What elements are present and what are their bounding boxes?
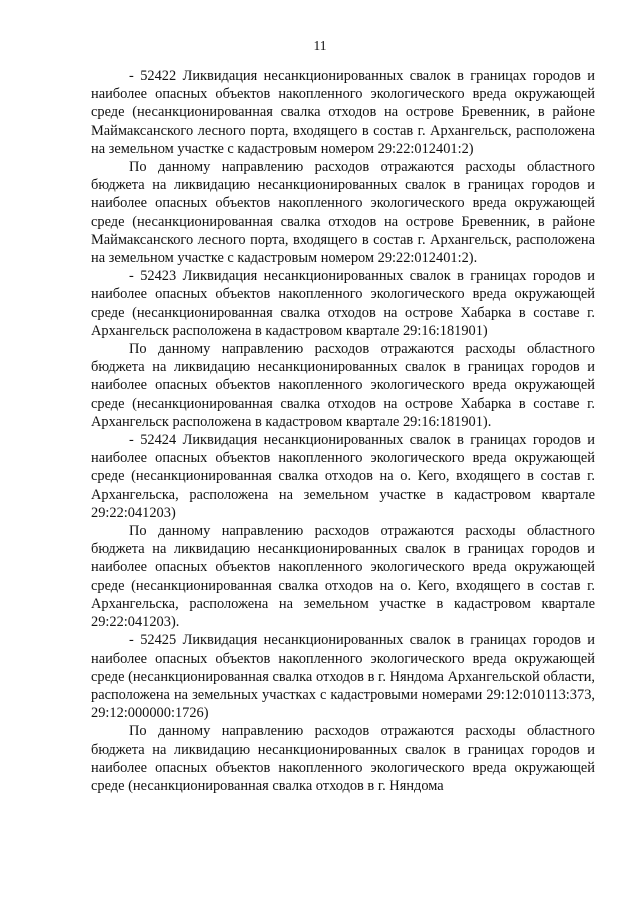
expense-item-52423: - 52423 Ликвидация несанкционированных свалок в границах городов и наиболее опасных объектов накопленного экологического вреда окружающей среде (несанкционированная свалка отходов на острове Хабарка в составе г. Архангельск расположена в кадастровом квартале 29:16:181901) bbox=[91, 268, 595, 339]
expense-item-52422: - 52422 Ликвидация несанкционированных свалок в границах городов и наиболее опасных объектов накопленного экологического вреда окружающей среде (несанкционированная свалка отходов на острове Бревенник, в районе Маймаксанского лесного порта, входящего в состав г. Архангельск, расположена на земельном участке с кадастровым номером 29:22:012401:2) bbox=[91, 68, 595, 157]
expense-description-52422: По данному направлению расходов отражаются расходы областного бюджета на ликвидацию несанкционированных свалок в границах городов и наиболее опасных объектов накопленного экологического вреда окружающей среде (несанкционированная свалка отходов на острове Бревенник, в районе Маймаксанского лесного порта, входящего в состав г. Архангельск, расположена на земельном участке с кадастровым номером 29:22:012401:2). bbox=[91, 159, 595, 267]
expense-description-52425: По данному направлению расходов отражаются расходы областного бюджета на ликвидацию несанкционированных свалок в границах городов и наиболее опасных объектов накопленного экологического вреда окружающей среде (несанкционированная свалка отходов в г. Няндома bbox=[91, 723, 595, 794]
page-number: 11 bbox=[313, 38, 327, 53]
document-body bbox=[91, 67, 595, 795]
expense-description-52423: По данному направлению расходов отражаются расходы областного бюджета на ликвидацию несанкционированных свалок в границах городов и наиболее опасных объектов накопленного экологического вреда окружающей среде (несанкционированная свалка отходов на острове Хабарка в составе г. Архангельск расположена в кадастровом квартале 29:16:181901). bbox=[91, 341, 595, 430]
expense-item-52425: - 52425 Ликвидация несанкционированных свалок в границах городов и наиболее опасных объектов накопленного экологического вреда окружающей среде (несанкционированная свалка отходов в г. Няндома Архангельской области, расположена на земельных участках с кадастровыми номерами 29:12:010113:373, 29:12:000000:1726) bbox=[91, 632, 595, 722]
expense-item-52424: - 52424 Ликвидация несанкционированных свалок в границах городов и наиболее опасных объектов накопленного экологического вреда окружающей среде (несанкционированная свалка отходов на о. Кего, входящего в состав г. Архангельска, расположена на земельном участке в кадастровом квартале 29:22:041203) bbox=[91, 432, 595, 521]
expense-description-52424: По данному направлению расходов отражаются расходы областного бюджета на ликвидацию несанкционированных свалок в границах городов и наиболее опасных объектов накопленного экологического вреда окружающей среде (несанкционированная свалка отходов на о. Кего, входящего в состав г. Архангельска, расположена на земельном участке в кадастровом квартале 29:22:041203). bbox=[91, 523, 595, 631]
